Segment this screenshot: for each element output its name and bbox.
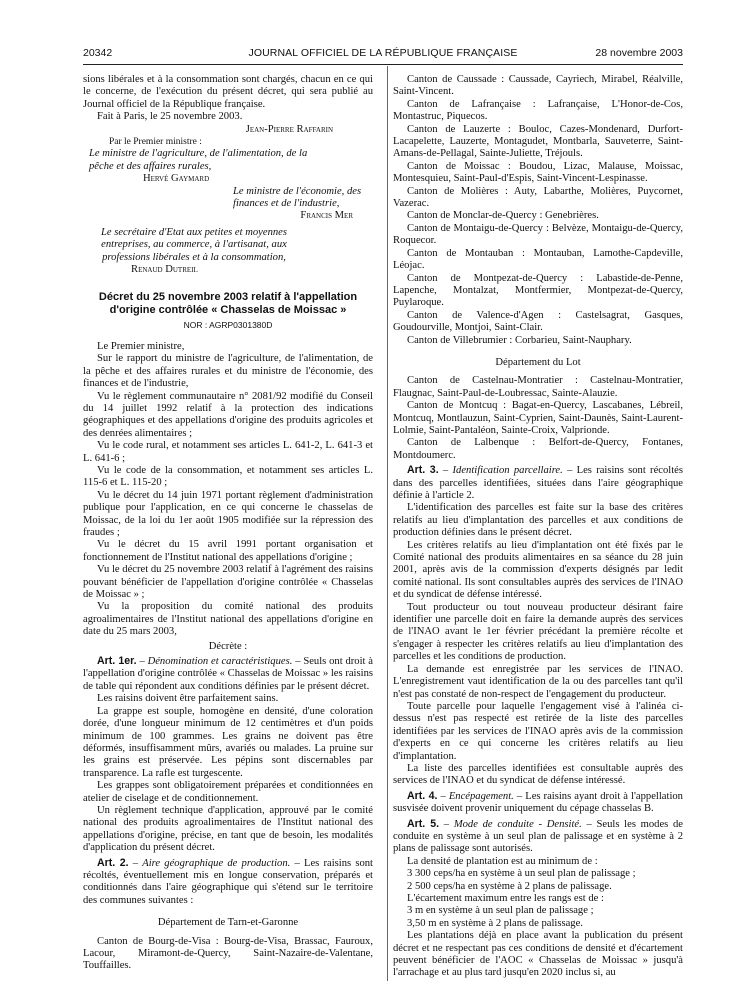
recital: Sur le rapport du ministre de l'agriculture, de l'alimentation, de la pêche et des affaires rurales et du ministre de l'économie, des finances et de l'industrie, bbox=[83, 353, 373, 390]
pm-by-line: Par le Premier ministre : bbox=[109, 137, 202, 148]
agri-minister-title: Le ministre de l'agriculture, de l'alimentation, de la pêche et des affaires rurales, bbox=[89, 148, 308, 172]
canton-entry: Canton de Molières : Auty, Labarthe, Molières, Puycornet, Vazerac. bbox=[393, 185, 683, 210]
canton-entry: Canton de Castelnau-Montratier : Castelnau-Montratier, Flaugnac, Saint-Paul-de-Loubressac, Sainte-Alauzie. bbox=[393, 375, 683, 399]
right-column bbox=[393, 74, 683, 980]
article-title: Encépagement. bbox=[448, 790, 514, 802]
article-paragraph: L'identification des parcelles est faite sur la base des critères relatifs au lieu d'implantation des parcelles et aux conditions de production définies dans le présent décret. bbox=[393, 502, 683, 539]
recital: Vu le règlement communautaire n° 2081/92 modifié du Conseil du 14 juillet 1992 relatif à la protection des indications géographiques et des appellations d'origine des produits agricoles et des denrées alimentaires ; bbox=[83, 390, 373, 439]
article-line: 3 300 ceps/ha en système à un seul plan de palissage ; bbox=[407, 868, 636, 880]
article-line: 2 500 ceps/ha en système à 2 plans de palissage. bbox=[407, 880, 612, 892]
canton-entry: Canton de Montaigu-de-Quercy : Belvèze, Montaigu-de-Quercy, Roquecor. bbox=[393, 222, 683, 247]
article-title: Identification parcellaire. bbox=[452, 465, 563, 477]
recital: Vu le décret du 25 novembre 2003 relatif à l'agrément des raisins pouvant bénéficier de l'appellation d'origine contrôlée « Chasselas de Moissac » ; bbox=[83, 564, 373, 601]
article-paragraph: Tout producteur ou tout nouveau producteur désirant faire identifier une parcelle doit en faire la demande auprès des services de l'INAO avant le 1er février précédant la première récolte et s'engager à respecter les critères relatifs au lieu d'implantation des parcelles et les conditions de production. bbox=[393, 601, 683, 663]
premier-ministre: Le Premier ministre, bbox=[97, 340, 185, 352]
page-number: 20342 bbox=[83, 47, 113, 59]
department-heading: Département de Tarn-et-Garonne bbox=[157, 917, 299, 929]
article-label: Art. 3. bbox=[407, 464, 439, 477]
canton-entry: Canton de Villebrumier : Corbarieu, Saint-Nauphary. bbox=[407, 334, 632, 346]
recital: Vu le code de la consommation, et notamment ses articles L. 115-6 et L. 115-20 ; bbox=[83, 464, 373, 489]
intro-paragraph: sions libérales et à la consommation sont chargés, chacun en ce qui le concerne, de l'exécution du présent décret, qui sera publié au Journal officiel de la République française. bbox=[83, 74, 373, 110]
canton-entry: Canton de Valence-d'Agen : Castelsagrat, Gasques, Goudourville, Montjoi, Saint-Clair. bbox=[393, 309, 683, 334]
recital: Vu la proposition du comité national des produits agroalimentaires de l'Institut national des appellations d'origine en date du 25 mars 2003, bbox=[83, 601, 373, 638]
article-text: – Les raisins sont récoltés, éventuellement mis en longue conservation, préparés et conditionnés dans l'aire géographique qui s'étend sur le territoire des communes suivantes : bbox=[83, 857, 373, 906]
recital: Vu le décret du 15 avril 1991 portant organisation et fonctionnement de l'Institut national des appellations d'origine ; bbox=[83, 539, 373, 563]
article-title: Dénomination et caractéristiques. bbox=[147, 656, 293, 668]
article-line: La densité de plantation est au minimum de : bbox=[407, 855, 598, 867]
issue-date: 28 novembre 2003 bbox=[595, 47, 683, 59]
article-line: L'écartement maximum entre les rangs est de : bbox=[407, 893, 604, 904]
department-heading: Département du Lot bbox=[495, 356, 581, 368]
article-paragraph: La grappe est souple, homogène en densité, d'une coloration dorée, d'une longueur minimum de 12 centimètres et d'un poids minimum de 100 grammes. Les grains ne doivent pas être déformés, insuffisamment mûrs, avariés ou malades. La pruine sur les grains est préservée. Les pépins sont discernables par transparence. La rafle est turgescente. bbox=[83, 705, 373, 779]
canton-entry: Canton de Montauban : Montauban, Lamothe-Capdeville, Léojac. bbox=[393, 247, 683, 272]
article-label: Art. 2. bbox=[97, 856, 129, 869]
sec-title: Le secrétaire d'Etat aux petites et moyennes entreprises, au commerce, à l'artisanat, aux professions libérales et à la consommation, bbox=[100, 226, 288, 263]
article-title: Aire géographique de production. bbox=[142, 857, 291, 869]
article-text: – Les raisins ayant droit à l'appellation susvisée doivent provenir uniquement du cépage chasselas B. bbox=[393, 790, 683, 815]
canton-entry: Canton de Montpezat-de-Quercy : Labastide-de-Penne, Lapenche, Montalzat, Montfermier, Montpezat-de-Quercy, Puylaroque. bbox=[393, 272, 683, 309]
header-rule bbox=[83, 64, 683, 65]
article-line: 3,50 m en système à 2 plans de palissage. bbox=[407, 917, 583, 929]
article-label: Art. 5. bbox=[407, 817, 440, 830]
column-divider bbox=[387, 66, 388, 981]
article-line: 3 m en système à un seul plan de palissage ; bbox=[407, 905, 594, 917]
article-5: Art. 5. – Mode de conduite - Densité. – Seuls les modes de conduite en système à un seul plan de palissage et en système à 2 plans de palissage sont autorisés. bbox=[393, 817, 684, 855]
eco-minister-name: Francis Mer bbox=[300, 210, 353, 222]
canton-entry: Canton de Montcuq : Bagat-en-Quercy, Lascabanes, Lébreil, Montcuq, Montlauzun, Saint-Cyprien, Saint-Daunès, Saint-Laurent-Lolmie, Saint-Pantaléon, Sainte-Croix, Valprionde. bbox=[393, 400, 683, 436]
nor-reference: NOR : AGRP0301380D bbox=[183, 319, 273, 330]
article-label: Art. 4. bbox=[407, 789, 438, 802]
article-3: Art. 3. – Identification parcellaire. – Les raisins sont récoltés dans des parcelles identifiées, situées dans l'aire géographique définie à l'article 2. bbox=[393, 464, 683, 501]
recital: Vu le décret du 14 juin 1971 portant règlement d'administration publique pour l'application, en ce qui concerne le chasselas de Moissac, de la loi du 1er août 1905 modifiée sur la répression des fraudes ; bbox=[83, 489, 373, 538]
eco-minister-title: Le ministre de l'économie, des finances et de l'industrie, bbox=[233, 185, 362, 210]
article-1: Art. 1er. – Dénomination et caractéristiques. – Seuls ont droit à l'appellation d'origine contrôlée « Chasselas de Moissac » les raisins de table qui répondent aux conditions définies par le présent décret. bbox=[83, 655, 373, 692]
left-column bbox=[83, 74, 373, 973]
canton-entry: Canton de Bourg-de-Visa : Bourg-de-Visa, Brassac, Fauroux, Lacour, Miramont-de-Quercy, Saint-Nazaire-de-Valentane, Touffailles. bbox=[83, 935, 373, 972]
article-paragraph: Les raisins doivent être parfaitement sains. bbox=[97, 693, 279, 705]
article-title: Mode de conduite - Densité. bbox=[453, 818, 582, 830]
article-paragraph: Un règlement technique d'application, approuvé par le comité national des produits agroalimentaires de l'Institut national des appellations d'origine, précise, en tant que de besoin, les modalités d'application du présent décret. bbox=[83, 804, 373, 854]
page-header bbox=[83, 47, 683, 63]
article-text: – Seuls les modes de conduite en système à un seul plan de palissage et en système à 2 plans de palissage sont autorisés. bbox=[393, 818, 684, 855]
decree-title: Décret du 25 novembre 2003 relatif à l'appellation d'origine contrôlée « Chasselas de Moissac » bbox=[98, 290, 358, 316]
sec-name: Renaud Dutreil bbox=[131, 264, 198, 276]
canton-entry: Canton de Monclar-de-Quercy : Genebrières. bbox=[407, 210, 599, 222]
canton-entry: Canton de Moissac : Boudou, Lizac, Malause, Moissac, Montesquieu, Saint-Paul-d'Espis, Saint-Vincent-Lespinasse. bbox=[393, 160, 683, 185]
canton-entry: Canton de Lafrançaise : Lafrançaise, L'Honor-de-Cos, Montastruc, Piquecos. bbox=[393, 98, 683, 123]
article-paragraph: La demande est enregistrée par les services de l'INAO. L'enregistrement vaut identification de la ou des parcelles tant qu'il n'est pas constaté de non-respect de l'engagement du producteur. bbox=[393, 663, 683, 700]
journal-title: JOURNAL OFFICIEL DE LA RÉPUBLIQUE FRANÇAISE bbox=[248, 47, 518, 59]
article-text: – Les raisins sont récoltés dans des parcelles identifiées, situées dans l'aire géographique définie à l'article 2. bbox=[393, 465, 683, 501]
recital: Vu le code rural, et notamment ses articles L. 641-2, L. 641-3 et L. 641-6 ; bbox=[83, 440, 373, 464]
canton-entry: Canton de Lauzerte : Bouloc, Cazes-Mondenard, Durfort-Lacapelette, Lauzerte, Montagudet, Montbarla, Sauveterre, Saint-Amans-de-Pellagal, Sainte-Juliette, Tréjouls. bbox=[393, 123, 683, 160]
article-2: Art. 2. – Aire géographique de production. – Les raisins sont récoltés, éventuellement mis en longue conservation, préparés et conditionnés dans l'aire géographique qui s'étend sur le territoire des communes suivantes : bbox=[83, 856, 373, 906]
article-paragraph: Les critères relatifs au lieu d'implantation ont été fixés par le Comité national des produits alimentaires en sa séance du 28 juin 2001, après avis de la commission d'experts désignés par ledit comité national. Ils sont consultables auprès des services de l'INAO et du syndicat de défense intéressé. bbox=[393, 539, 683, 601]
agri-minister-name: Hervé Gaymard bbox=[143, 173, 210, 185]
canton-entry: Canton de Lalbenque : Belfort-de-Quercy, Fontanes, Montdoumerc. bbox=[393, 437, 683, 461]
article-label: Art. 1er. bbox=[97, 655, 137, 668]
article-paragraph: La liste des parcelles identifiées est consultable auprès des services de l'INAO et du syndicat de défense intéressé. bbox=[393, 762, 683, 787]
article-paragraph: Les plantations déjà en place avant la publication du présent décret et ne respectant pas ces conditions de densité et d'écartement peuvent bénéficier de l'AOC « Chasselas de Moissac » jusqu'à l'arrachage et au plus tard jusqu'en 2020 inclus si, au bbox=[393, 930, 683, 979]
article-4: Art. 4. – Encépagement. – Les raisins ayant droit à l'appellation susvisée doivent provenir uniquement du cépage chasselas B. bbox=[393, 789, 683, 815]
canton-entry: Canton de Caussade : Caussade, Cayriech, Mirabel, Réalville, Saint-Vincent. bbox=[393, 74, 683, 98]
article-paragraph: Toute parcelle pour laquelle l'engagement visé à l'alinéa ci-dessus n'est pas respecté est retirée de la liste des parcelles identifiées par les services de l'INAO après avis de la commission d'experts en ce qui concerne les critères relatifs au lieu d'implantation. bbox=[393, 700, 683, 762]
article-paragraph: Les grappes sont obligatoirement préparées et conditionnées en atelier de ciselage et de conditionnement. bbox=[83, 780, 373, 804]
fait-line: Fait à Paris, le 25 novembre 2003. bbox=[97, 111, 243, 123]
pm-signature: Jean-Pierre Raffarin bbox=[245, 123, 333, 135]
article-text: – Seuls ont droit à l'appellation d'origine contrôlée « Chasselas de Moissac » les raisins de table qui répondent aux conditions définies par le présent décret. bbox=[83, 656, 373, 692]
decrete-line: Décrète : bbox=[208, 640, 248, 652]
